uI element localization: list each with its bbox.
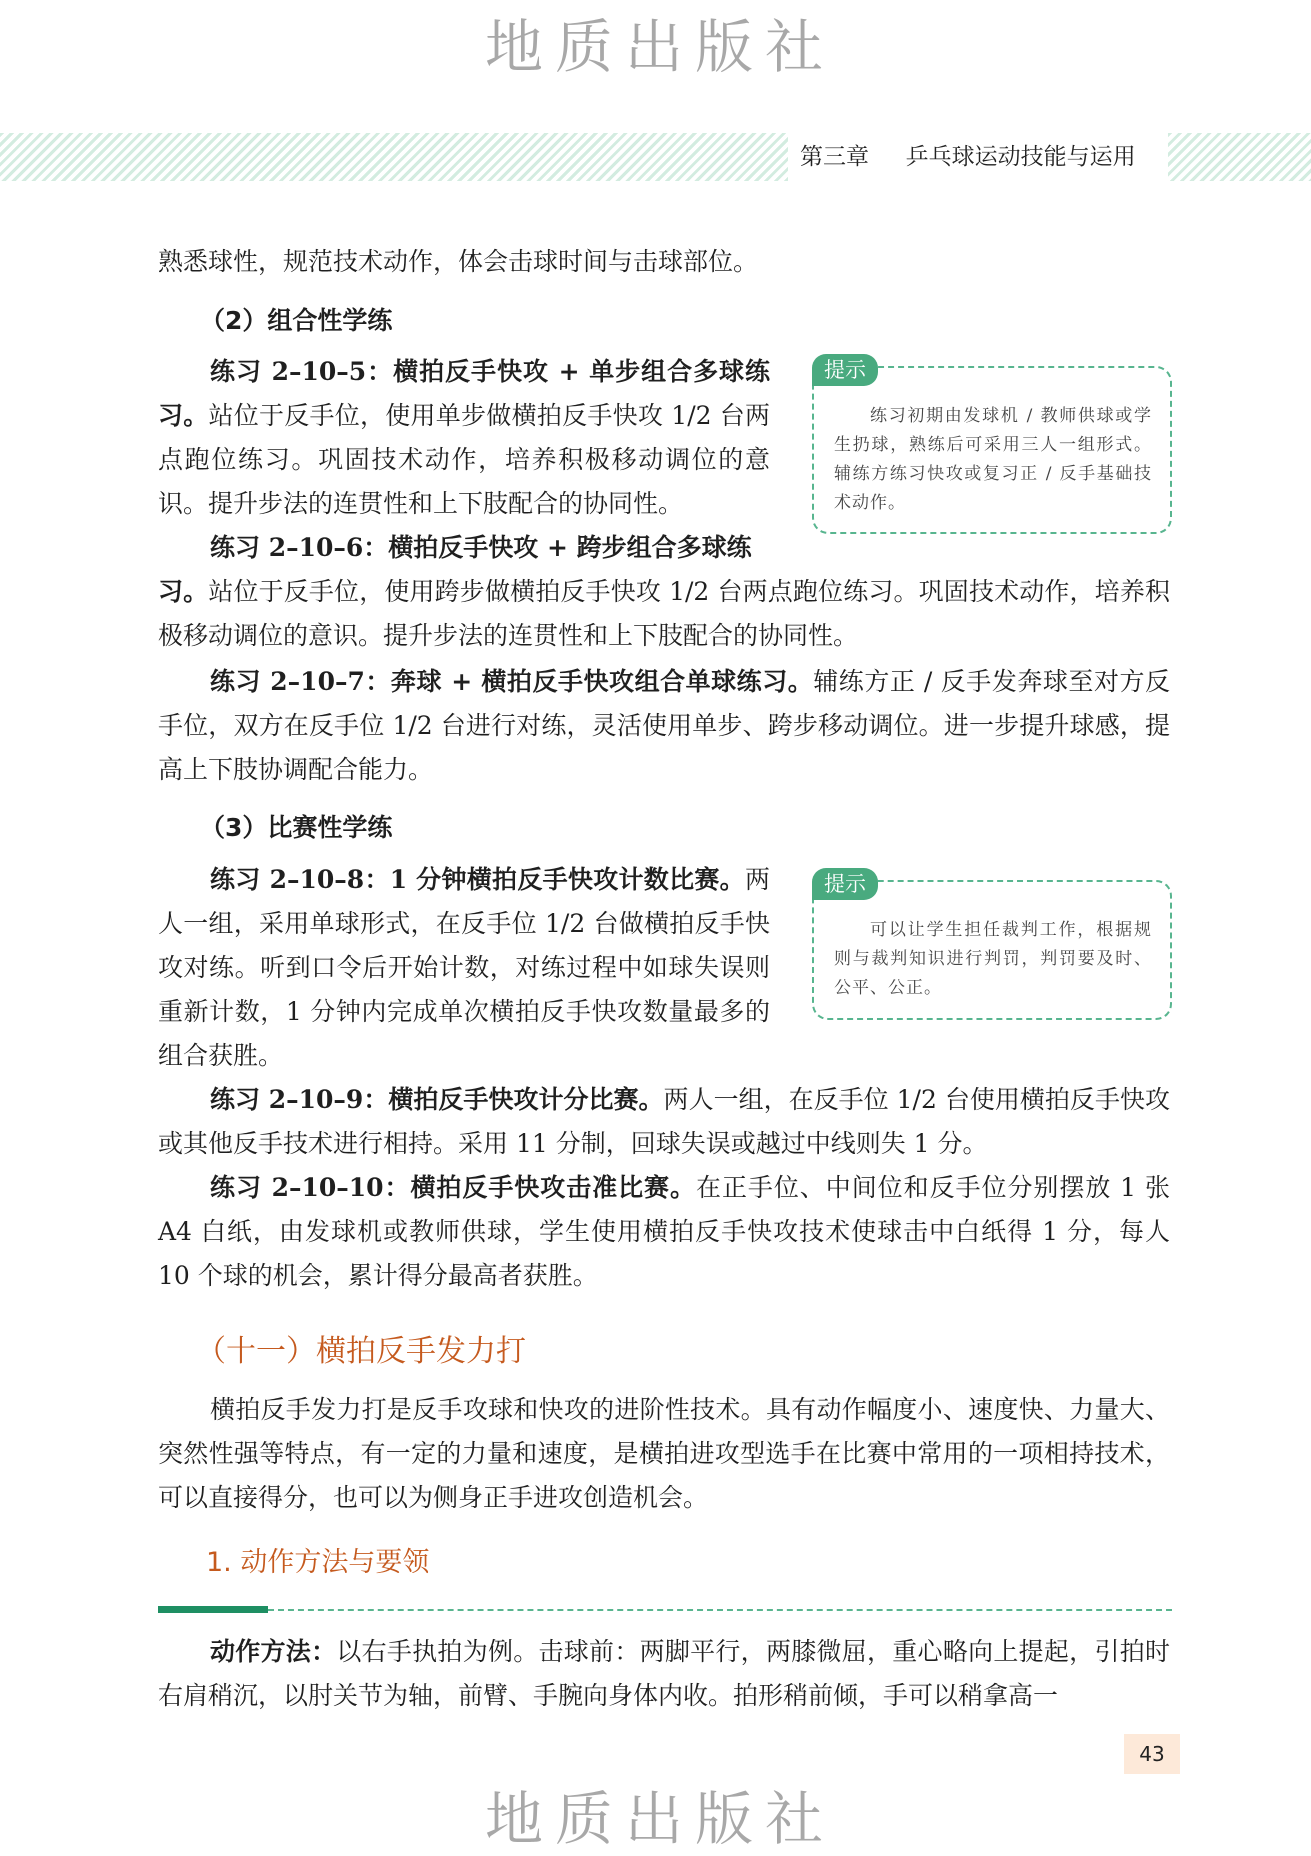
divider-accent [158,1606,268,1613]
method-paragraph [158,1630,1170,1718]
exercise-text: 辅练方正 / 反手发奔球至对方反手位，双方在反手位 1/2 台进行对练，灵活使用单步、跨步移动调位。进一步提升球感，提高上下肢协调配合能力。 [158,667,1170,784]
watermark-top: 地质出版社 [485,13,836,81]
exercise-title: 练习 2–10–6：横拍反手快攻 + 跨步组合多球练 [210,533,752,562]
exercise-text: 站位于反手位，使用单步做横拍反手快攻 1/2 台两点跑位练习。巩固技术动作，培养积极移动调位的意识。提升步法的连贯性和上下肢配合的协同性。 [158,401,770,518]
subheading-combination: （2）组合性学练 [200,306,393,335]
section-paragraph: 横拍反手发力打是反手攻球和快攻的进阶性技术。具有动作幅度小、速度快、力量大、突然性强等特点，有一定的力量和速度，是横拍进攻型选手在比赛中常用的一项相持技术，可以直接得分，也可以为侧身正手进攻创造机会。 [158,1395,1170,1512]
chapter-header [788,133,1168,181]
exercise-text: 在正手位、中间位和反手位分别摆放 1 张 A4 白纸，由发球机或教师供球，学生使用横拍反手快攻技术使球击中白纸得 1 分，每人 10 个球的机会，累计得分最高者获胜。 [158,1173,1170,1290]
exercise-title: 练习 2–10–8：1 分钟横拍反手快攻计数比赛。 [210,865,745,894]
watermark-bottom: 地质出版社 [485,1785,836,1853]
exercise-title: 练习 2–10–5：横拍反手快攻 + 单步组合多球练习。 [158,357,770,430]
exercise-2-10-6 [158,570,1170,658]
tip-label: 提示 [812,354,878,386]
exercise-title: 练习 2–10–7：奔球 + 横拍反手快攻组合单球练习。 [210,667,814,696]
exercise-2-10-8 [158,858,770,1078]
page-number: 43 [1124,1734,1180,1774]
tip-label: 提示 [812,868,878,900]
exercise-title: 习。 [158,577,209,606]
section-heading: （十一）横拍反手发力打 [196,1334,526,1369]
intro-paragraph: 熟悉球性，规范技术动作，体会击球时间与击球部位。 [158,247,759,276]
method-text: 以右手执拍为例。击球前：两脚平行，两膝微屈，重心略向上提起，引拍时右肩稍沉，以肘关节为轴，前臂、手腕向身体内收。拍形稍前倾，手可以稍拿高一 [158,1637,1170,1710]
tip-text: 可以让学生担任裁判工作，根据规则与裁判知识进行判罚，判罚要及时、公平、公正。 [834,920,1152,998]
exercise-2-10-7 [158,660,1170,792]
exercise-text: 两人一组，采用单球形式，在反手位 1/2 台做横拍反手快攻对练。听到口令后开始计数，对练过程中如球失误则重新计数，1 分钟内完成单次横拍反手快攻数量最多的组合获胜。 [158,865,770,1070]
step-heading: 1. 动作方法与要领 [206,1547,430,1578]
exercise-title: 练习 2–10–10：横拍反手快攻击准比赛。 [210,1173,696,1202]
exercise-title: 练习 2–10–9：横拍反手快攻计分比赛。 [210,1085,664,1114]
chapter-number: 第三章 [800,144,869,170]
exercise-text: 站位于反手位，使用跨步做横拍反手快攻 1/2 台两点跑位练习。巩固技术动作，培养积极移动调位的意识。提升步法的连贯性和上下肢配合的协同性。 [158,577,1170,650]
exercise-2-10-6-line [158,526,770,570]
exercise-2-10-10 [158,1166,1170,1298]
divider-dashed [268,1609,1172,1611]
exercise-text: 两人一组，在反手位 1/2 台使用横拍反手快攻或其他反手技术进行相持。采用 11 分制，回球失误或越过中线则失 1 分。 [158,1085,1170,1158]
subheading-competition: （3）比赛性学练 [200,813,393,842]
tip-box-2 [812,880,1172,1020]
tip-text: 练习初期由发球机 / 教师供球或学生扔球，熟练后可采用三人一组形式。辅练方练习快攻或复习正 / 反手基础技术动作。 [834,406,1152,513]
exercise-2-10-9 [158,1078,1170,1166]
chapter-title: 乒乓球运动技能与运用 [905,144,1136,170]
method-title: 动作方法： [210,1637,337,1666]
tip-box-1 [812,366,1172,534]
exercise-2-10-5 [158,350,770,526]
